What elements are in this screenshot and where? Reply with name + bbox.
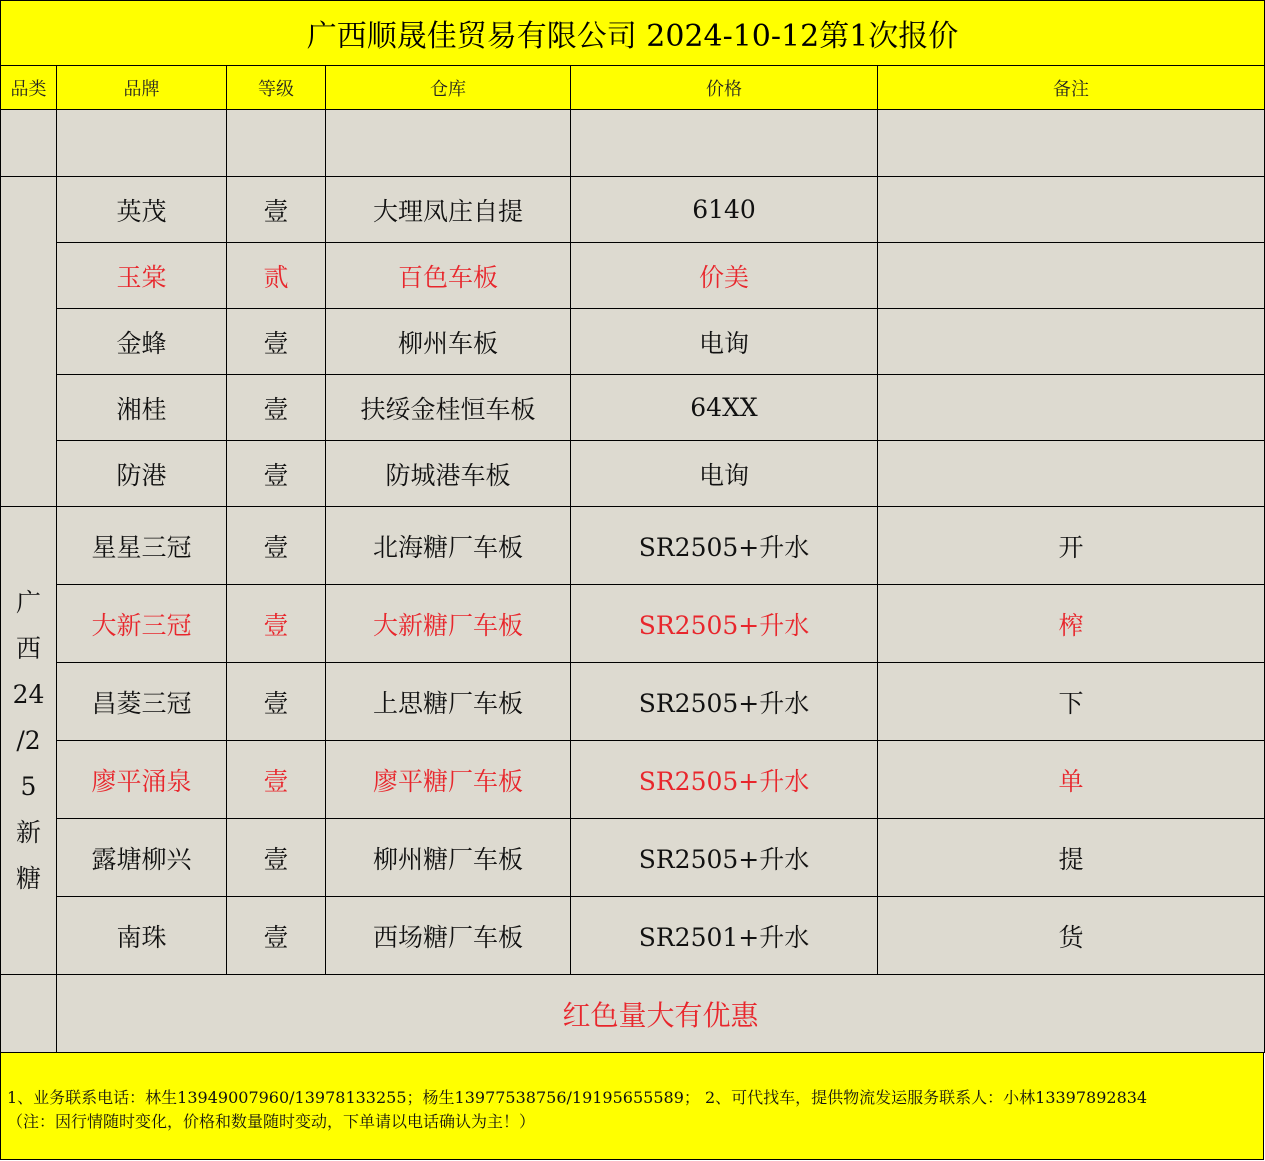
promo-empty-cell: [1, 975, 57, 1053]
brand-cell: 大新三冠: [57, 585, 227, 663]
table-row: [1, 243, 1265, 309]
warehouse-cell: 上思糖厂车板: [326, 663, 571, 741]
table-row: [1, 741, 1265, 819]
warehouse-cell: 北海糖厂车板: [326, 507, 571, 585]
grade-cell: 壹: [227, 663, 326, 741]
category-char: 西: [15, 633, 41, 663]
brand-cell: 南珠: [57, 897, 227, 975]
table-row: [1, 309, 1265, 375]
note-cell: [878, 243, 1265, 309]
category-char: 广: [15, 587, 41, 617]
category-char: 5: [20, 771, 37, 801]
grade-cell: 壹: [227, 897, 326, 975]
category-char: 糖: [15, 863, 41, 893]
note-cell: 榨: [878, 585, 1265, 663]
warehouse-cell: 百色车板: [326, 243, 571, 309]
category-cell-empty: [1, 177, 57, 507]
contact-line: 1、业务联系电话：林生13949007960/13978133255；杨生13977538756/19195655589； 2、可代找车，提供物流发运服务联系人：小林13397892834: [7, 1088, 1148, 1107]
price-cell: 价美: [571, 243, 878, 309]
brand-cell: 廖平涌泉: [57, 741, 227, 819]
brand-cell: 露塘柳兴: [57, 819, 227, 897]
note-cell: 下: [878, 663, 1265, 741]
promo-row: [1, 975, 1265, 1053]
warehouse-cell: 扶绥金桂恒车板: [326, 375, 571, 441]
warehouse-cell: 西场糖厂车板: [326, 897, 571, 975]
note-cell: 提: [878, 819, 1265, 897]
note-cell: 单: [878, 741, 1265, 819]
table-row: [1, 663, 1265, 741]
header-price: 价格: [571, 66, 878, 110]
brand-cell: 英茂: [57, 177, 227, 243]
price-cell: SR2501+升水: [571, 897, 878, 975]
warehouse-cell: 柳州车板: [326, 309, 571, 375]
brand-cell: 星星三冠: [57, 507, 227, 585]
warehouse-cell: 大理凤庄自提: [326, 177, 571, 243]
price-cell: SR2505+升水: [571, 819, 878, 897]
brand-cell: 昌菱三冠: [57, 663, 227, 741]
blank-cell: [571, 110, 878, 177]
blank-cell: [1, 110, 57, 177]
sheet-title: 广西顺晟佳贸易有限公司 2024-10-12第1次报价: [1, 1, 1265, 66]
price-cell: 6140: [571, 177, 878, 243]
note-cell: [878, 375, 1265, 441]
grade-cell: 壹: [227, 819, 326, 897]
header-brand: 品牌: [57, 66, 227, 110]
table-row: [1, 441, 1265, 507]
header-category: 品类: [1, 66, 57, 110]
warehouse-cell: 廖平糖厂车板: [326, 741, 571, 819]
table-row: [1, 375, 1265, 441]
category-char: /2: [16, 725, 41, 755]
table-row: [1, 177, 1265, 243]
header-note: 备注: [878, 66, 1265, 110]
note-cell: 开: [878, 507, 1265, 585]
warehouse-cell: 大新糖厂车板: [326, 585, 571, 663]
price-cell: 64XX: [571, 375, 878, 441]
table-row: [1, 507, 1265, 585]
price-cell: 电询: [571, 441, 878, 507]
header-row: [1, 66, 1265, 110]
price-cell: SR2505+升水: [571, 585, 878, 663]
promo-text: 红色量大有优惠: [57, 975, 1265, 1053]
blank-cell: [326, 110, 571, 177]
brand-cell: 金蜂: [57, 309, 227, 375]
blank-cell: [878, 110, 1265, 177]
note-cell: [878, 177, 1265, 243]
grade-cell: 壹: [227, 441, 326, 507]
blank-cell: [57, 110, 227, 177]
table-row: [1, 585, 1265, 663]
category-char: 24: [12, 679, 45, 709]
grade-cell: 壹: [227, 177, 326, 243]
contact-footer: [0, 1053, 1264, 1160]
brand-cell: 防港: [57, 441, 227, 507]
price-cell: SR2505+升水: [571, 507, 878, 585]
note-cell: [878, 441, 1265, 507]
brand-cell: 湘桂: [57, 375, 227, 441]
grade-cell: 壹: [227, 741, 326, 819]
table-row: [1, 897, 1265, 975]
category-cell: [1, 507, 57, 975]
note-cell: [878, 309, 1265, 375]
grade-cell: 壹: [227, 507, 326, 585]
grade-cell: 壹: [227, 375, 326, 441]
grade-cell: 贰: [227, 243, 326, 309]
header-grade: 等级: [227, 66, 326, 110]
price-cell: SR2505+升水: [571, 663, 878, 741]
warehouse-cell: 柳州糖厂车板: [326, 819, 571, 897]
category-char: 新: [15, 817, 41, 847]
price-cell: SR2505+升水: [571, 741, 878, 819]
grade-cell: 壹: [227, 585, 326, 663]
disclaimer-line: （注：因行情随时变化，价格和数量随时变动，下单请以电话确认为主！）: [7, 1112, 536, 1131]
note-cell: 货: [878, 897, 1265, 975]
blank-cell: [227, 110, 326, 177]
table-row: [1, 819, 1265, 897]
blank-row: [1, 110, 1265, 177]
header-warehouse: 仓库: [326, 66, 571, 110]
grade-cell: 壹: [227, 309, 326, 375]
warehouse-cell: 防城港车板: [326, 441, 571, 507]
brand-cell: 玉棠: [57, 243, 227, 309]
price-cell: 电询: [571, 309, 878, 375]
